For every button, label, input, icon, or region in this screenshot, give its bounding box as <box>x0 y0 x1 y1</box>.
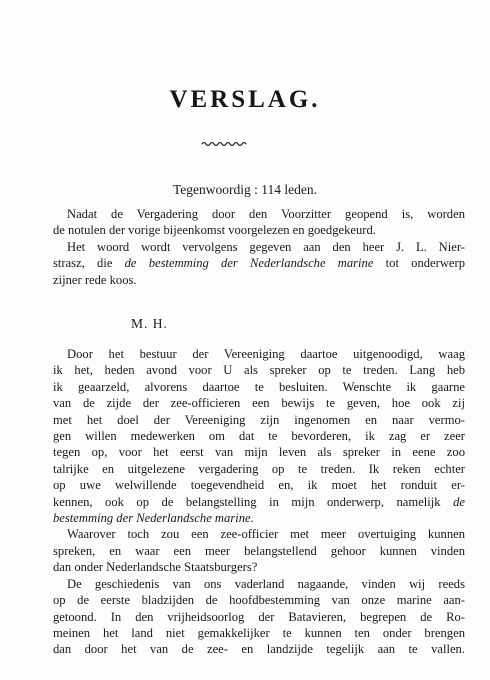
attendance-count: Tegenwoordig : 114 leden. <box>172 182 318 197</box>
text-line: ik het, heden avond voor U als spreker op te treden. Lang heb <box>53 363 465 378</box>
text-line: Waarover toch zou een zee-officier met meer overtuiging kunnen <box>67 527 465 542</box>
text-line: dan door het van de zee- en landzijde tegelijk aan te vallen. <box>53 642 465 657</box>
text-line: met het doel der Vereeniging zijn ingenomen en naar vermo- <box>53 412 465 427</box>
text-line: dan onder Nederlandsche Staatsburgers? <box>53 560 258 575</box>
text-line: De geschiedenis van ons vaderland nagaande, vinden wij reeds <box>67 576 465 591</box>
speech-body <box>53 346 465 658</box>
italic-topic: bestemming der Nederlandsche marine. <box>53 511 254 526</box>
text-line: spreken, en waar een meer belangstellend gehoor kunnen vinden <box>53 543 465 558</box>
text-line: van de zijde der zee-officieren een bewijs te geven, hoe ook zij <box>53 396 465 411</box>
text-line <box>53 510 465 526</box>
text-line: kennen, ook op de belangstelling in mijn onderwerp, namelijk de <box>53 494 465 509</box>
text-line: talrijke en uitgelezene vergadering op te treden. Ik reken echter <box>53 461 465 476</box>
text-line: tegen op, voor het eerst van mijn leven als spreker in eene zoo <box>53 445 465 460</box>
text-line: op uwe welwillende toegevendheid en, ik moet het ronduit er- <box>53 478 465 493</box>
text-line: ik geaarzeld, alvorens daartoe te besluiten. Wenschte ik gaarne <box>53 379 465 394</box>
text-line: Het woord wordt vervolgens gegeven aan den heer J. L. Nier- <box>67 239 465 254</box>
italic-topic: de bestemming der Nederlandsche marine <box>124 256 374 271</box>
text-line: Nadat de Vergadering door den Voorzitter geopend is, worden <box>67 207 465 221</box>
opening-paragraph <box>53 206 465 288</box>
salutation: M. H. <box>131 316 168 331</box>
text-line: Door het bestuur der Vereeniging daartoe uitgenoodigd, waag <box>67 347 465 361</box>
text-line: zijner rede koos. <box>53 272 137 287</box>
text-line: strasz, die de bestemming der Nederlandsche marine tot onderwerp <box>53 256 465 271</box>
text-line: de notulen der vorige bijeenkomst voorgelezen en goedgekeurd. <box>53 223 376 238</box>
text-line: op de eerste bladzijden de hoofdbestemming van onze marine aan- <box>53 593 465 608</box>
text-line: getoond. In den vrijheidsoorlog der Batavieren, begrepen de Ro- <box>53 609 465 624</box>
page-title: VERSLAG. <box>169 86 321 113</box>
wavy-rule-ornament <box>201 140 247 148</box>
text-line: meinen het land niet gemakkelijker te kunnen ten onder brengen <box>53 625 465 640</box>
text-line: gen willen medewerken om dat te bevorderen, ik zag er zeer <box>53 429 465 444</box>
